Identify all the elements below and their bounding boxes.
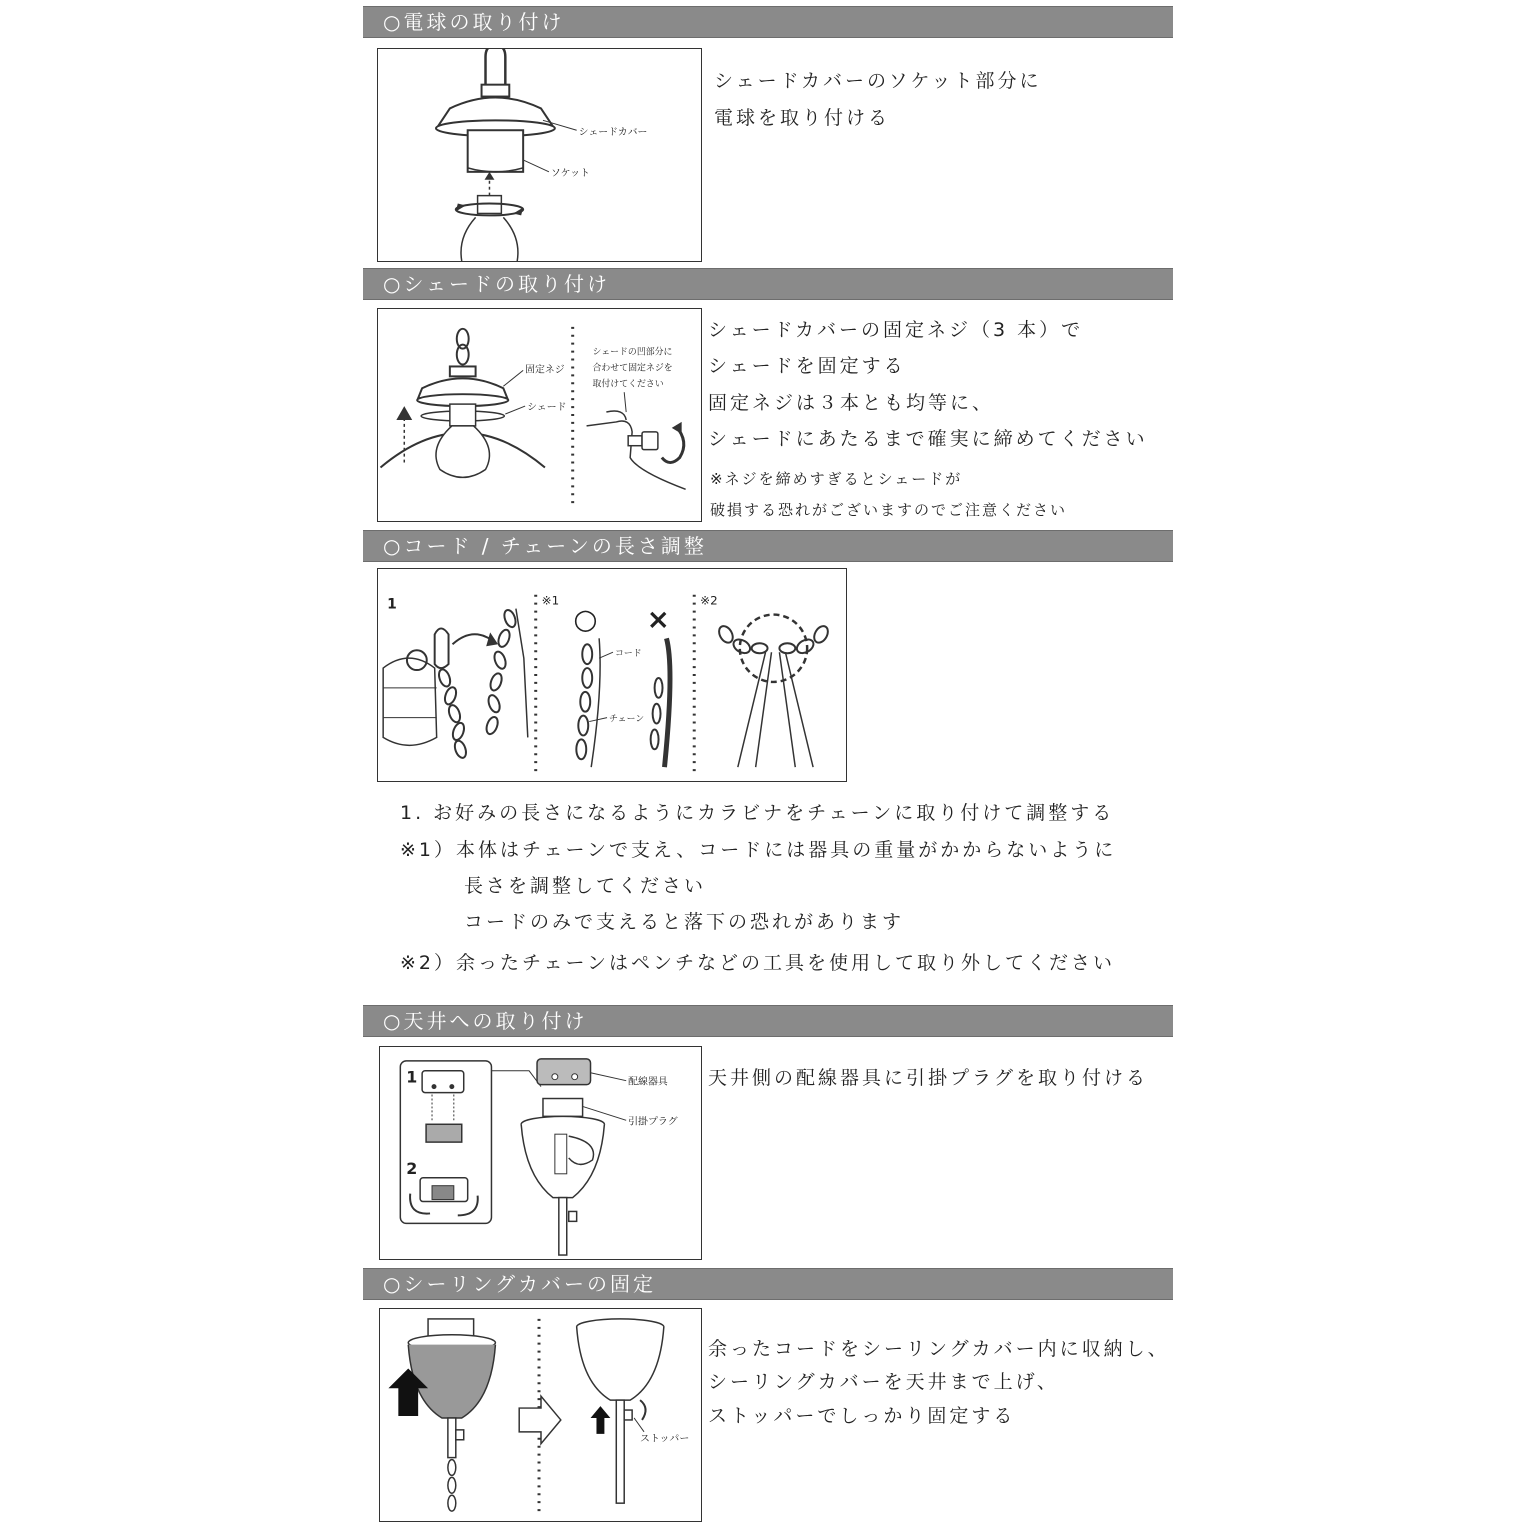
shade-note-line-2: 合わせて固定ネジを <box>592 363 673 374</box>
length-instruction-line-2: ※1）本体はチェーンで支え、コードには器具の重量がかからないように <box>400 839 1117 861</box>
section-header-ceiling: ○天井への取り付け <box>363 1005 1173 1037</box>
ceiling-cover-illustration <box>379 1308 702 1522</box>
ceiling-step-1: 1 <box>406 1067 418 1087</box>
ceiling-step-2: 2 <box>406 1158 418 1178</box>
chain-ref-2: ※2 <box>700 593 718 608</box>
section-header-length: ○コード / チェーンの長さ調整 <box>363 530 1173 562</box>
chain-ref-1: ※1 <box>541 593 560 608</box>
length-instruction-line-4: コードのみで支えると落下の恐れがあります <box>464 911 905 933</box>
section-header-bulb: ○電球の取り付け <box>363 6 1173 38</box>
length-instruction-line-3: 長さを調整してください <box>464 875 707 897</box>
screw-label: 固定ネジ <box>525 364 565 376</box>
chain-step-1: 1 <box>387 596 397 613</box>
shade-note-line-1: シェードの凹部分に <box>592 347 673 358</box>
plug-label: 引掛プラグ <box>628 1116 678 1128</box>
section-header-ceiling-cover: ○シーリングカバーの固定 <box>363 1268 1173 1300</box>
stopper-label: ストッパー <box>640 1433 690 1445</box>
shade-instruction-line-2: シェードを固定する <box>708 355 906 377</box>
cover-instruction-line-3: ストッパーでしっかり固定する <box>708 1405 1016 1427</box>
ceiling-instruction-line-1: 天井側の配線器具に引掛プラグを取り付ける <box>708 1067 1149 1089</box>
wiring-label: 配線器具 <box>628 1076 668 1088</box>
ok-mark: ○ <box>573 602 598 636</box>
section-header-shade: ○シェードの取り付け <box>363 268 1173 300</box>
shade-cover-label: シェードカバー <box>578 127 648 139</box>
shade-instruction-line-4: シェードにあたるまで確実に締めてください <box>708 428 1148 450</box>
length-instruction-line-5: ※2）余ったチェーンはペンチなどの工具を使用して取り外してください <box>400 952 1116 974</box>
shade-warning-line-2: 破損する恐れがございますのでご注意ください <box>710 501 1068 519</box>
shade-instruction-line-3: 固定ネジは３本とも均等に、 <box>708 392 995 414</box>
ng-mark: × <box>646 602 670 636</box>
socket-label: ソケット <box>550 167 590 179</box>
bulb-instruction-line-2: 電球を取り付ける <box>714 107 891 129</box>
chain-illustration <box>377 568 847 782</box>
cover-instruction-line-1: 余ったコードをシーリングカバー内に収納し、 <box>708 1338 1170 1360</box>
shade-label: シェード <box>527 402 567 414</box>
shade-warning-line-1: ※ネジを締めすぎるとシェードが <box>710 470 963 488</box>
shade-instruction-line-1: シェードカバーの固定ネジ（3 本）で <box>708 319 1084 341</box>
bulb-illustration <box>377 48 702 262</box>
shade-illustration <box>377 308 702 522</box>
cover-instruction-line-2: シーリングカバーを天井まで上げ、 <box>708 1371 1059 1393</box>
length-instruction-line-1: 1. お好みの長さになるようにカラビナをチェーンに取り付けて調整する <box>400 802 1115 824</box>
cord-label: コード <box>614 649 642 660</box>
shade-note-line-3: 取付けてください <box>592 379 664 390</box>
chain-label: チェーン <box>609 714 645 725</box>
bulb-instruction-line-1: シェードカバーのソケット部分に <box>714 70 1042 92</box>
ceiling-illustration <box>379 1046 702 1260</box>
